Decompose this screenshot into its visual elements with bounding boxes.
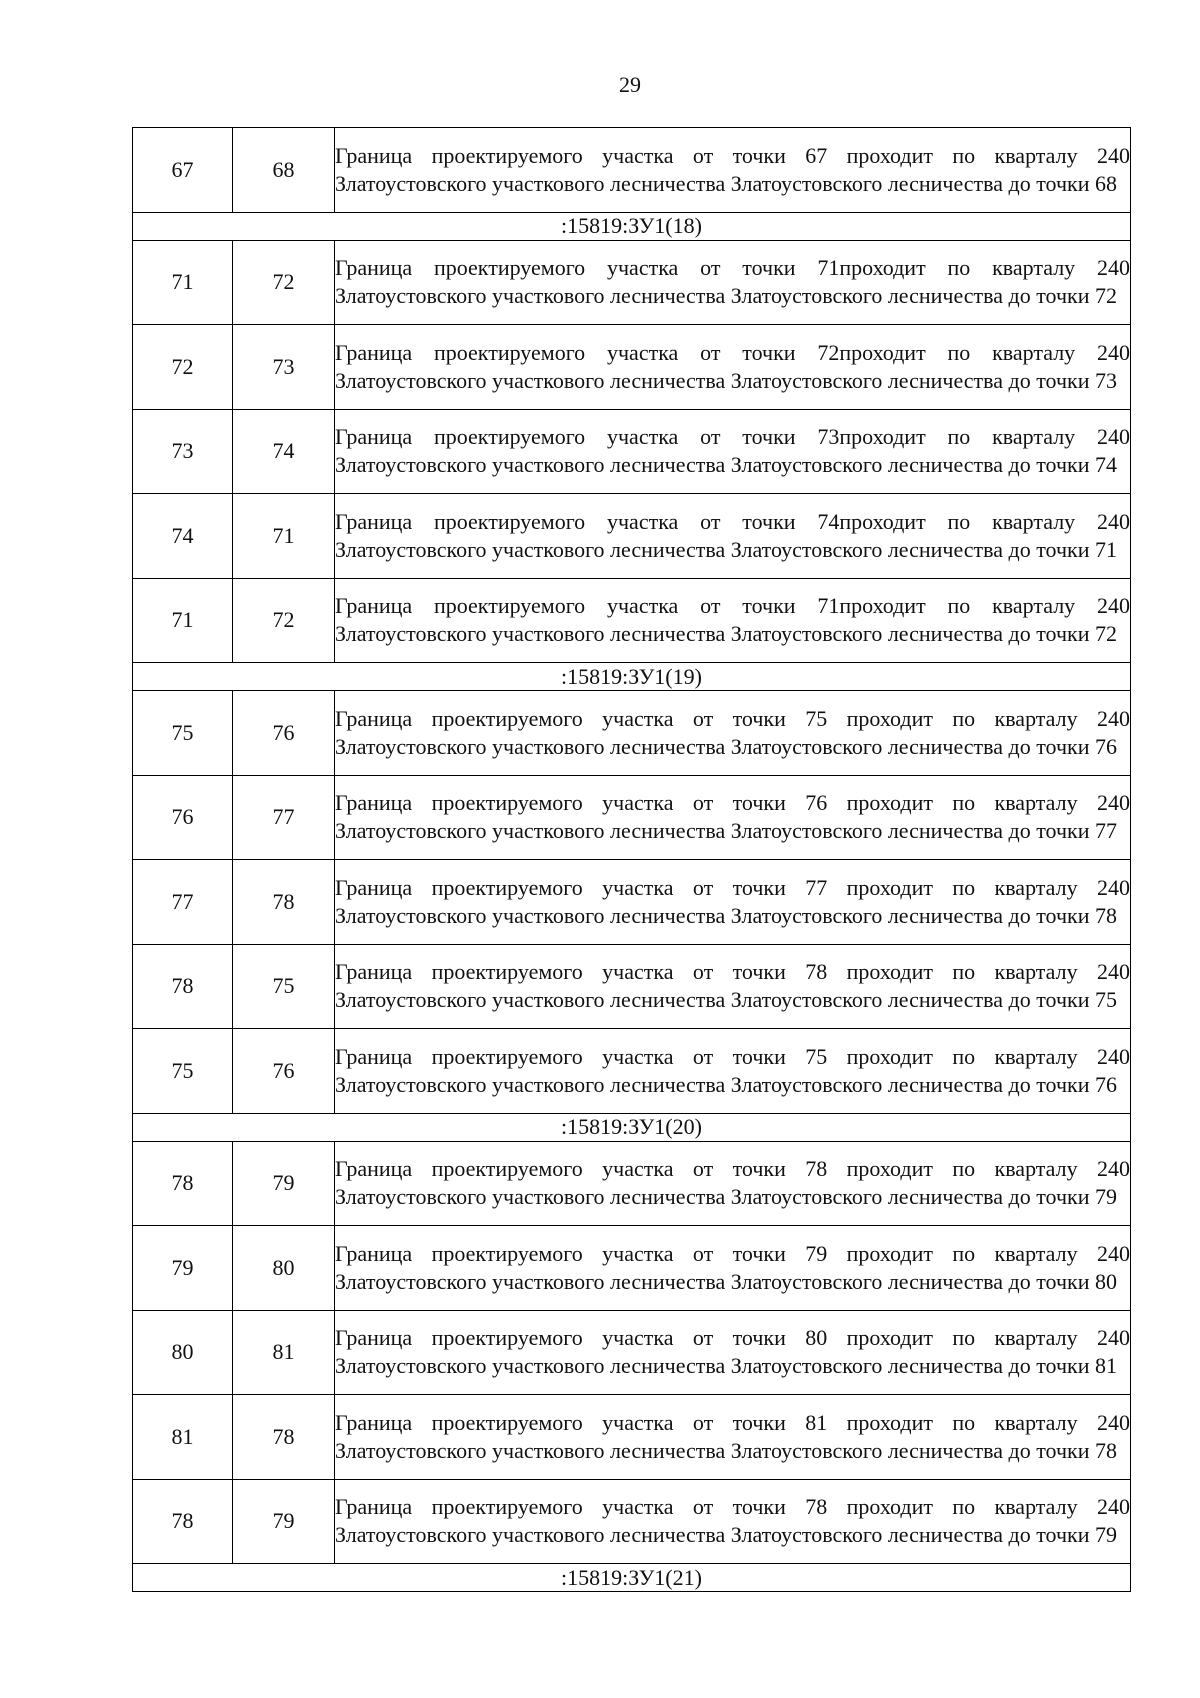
table-row [133, 1029, 1131, 1114]
section-label: :15819:ЗУ1(21) [133, 1564, 1131, 1592]
table-row [133, 1310, 1131, 1395]
from-point-cell: 71 [133, 240, 233, 325]
section-label: :15819:ЗУ1(20) [133, 1113, 1131, 1141]
description-cell: Граница проектируемого участка от точки 76 проходит по кварталу 240 Златоустовского участкового лесничества Златоустовского лесничества до точки 77 [335, 775, 1131, 860]
from-point-cell: 78 [133, 944, 233, 1029]
from-point-cell: 74 [133, 494, 233, 579]
to-point-cell: 80 [233, 1226, 335, 1311]
to-point-cell: 68 [233, 128, 335, 213]
table-row [133, 1226, 1131, 1311]
to-point-cell: 81 [233, 1310, 335, 1395]
table-row [133, 1395, 1131, 1480]
from-point-cell: 76 [133, 775, 233, 860]
from-point-cell: 77 [133, 860, 233, 945]
section-label: :15819:ЗУ1(19) [133, 663, 1131, 691]
table-row [133, 860, 1131, 945]
to-point-cell: 78 [233, 1395, 335, 1480]
from-point-cell: 79 [133, 1226, 233, 1311]
from-point-cell: 75 [133, 1029, 233, 1114]
section-row [133, 212, 1131, 240]
description-cell: Граница проектируемого участка от точки 67 проходит по кварталу 240 Златоустовского участкового лесничества Златоустовского лесничества до точки 68 [335, 128, 1131, 213]
description-cell: Граница проектируемого участка от точки 79 проходит по кварталу 240 Златоустовского участкового лесничества Златоустовского лесничества до точки 80 [335, 1226, 1131, 1311]
table-row [133, 1479, 1131, 1564]
from-point-cell: 78 [133, 1141, 233, 1226]
table-row [133, 409, 1131, 494]
to-point-cell: 79 [233, 1141, 335, 1226]
section-row [133, 663, 1131, 691]
to-point-cell: 75 [233, 944, 335, 1029]
to-point-cell: 79 [233, 1479, 335, 1564]
description-cell: Граница проектируемого участка от точки 73проходит по кварталу 240 Златоустовского участкового лесничества Златоустовского лесничества до точки 74 [335, 409, 1131, 494]
to-point-cell: 76 [233, 1029, 335, 1114]
section-row [133, 1564, 1131, 1592]
description-cell: Граница проектируемого участка от точки 75 проходит по кварталу 240 Златоустовского участкового лесничества Златоустовского лесничества до точки 76 [335, 1029, 1131, 1114]
description-cell: Граница проектируемого участка от точки 75 проходит по кварталу 240 Златоустовского участкового лесничества Златоустовского лесничества до точки 76 [335, 691, 1131, 776]
table-row [133, 1141, 1131, 1226]
description-cell: Граница проектируемого участка от точки 72проходит по кварталу 240 Златоустовского участкового лесничества Златоустовского лесничества до точки 73 [335, 325, 1131, 410]
to-point-cell: 74 [233, 409, 335, 494]
table-row [133, 240, 1131, 325]
table-row [133, 494, 1131, 579]
description-cell: Граница проектируемого участка от точки 71проходит по кварталу 240 Златоустовского участкового лесничества Златоустовского лесничества до точки 72 [335, 578, 1131, 663]
to-point-cell: 76 [233, 691, 335, 776]
description-cell: Граница проектируемого участка от точки 78 проходит по кварталу 240 Златоустовского участкового лесничества Златоустовского лесничества до точки 79 [335, 1141, 1131, 1226]
table-row [133, 944, 1131, 1029]
from-point-cell: 75 [133, 691, 233, 776]
table-row [133, 578, 1131, 663]
description-cell: Граница проектируемого участка от точки 78 проходит по кварталу 240 Златоустовского участкового лесничества Златоустовского лесничества до точки 75 [335, 944, 1131, 1029]
from-point-cell: 81 [133, 1395, 233, 1480]
description-cell: Граница проектируемого участка от точки 71проходит по кварталу 240 Златоустовского участкового лесничества Златоустовского лесничества до точки 72 [335, 240, 1131, 325]
from-point-cell: 71 [133, 578, 233, 663]
to-point-cell: 78 [233, 860, 335, 945]
boundary-table [132, 127, 1131, 1592]
from-point-cell: 73 [133, 409, 233, 494]
table-body [133, 128, 1131, 1592]
table-row [133, 128, 1131, 213]
from-point-cell: 78 [133, 1479, 233, 1564]
description-cell: Граница проектируемого участка от точки 80 проходит по кварталу 240 Златоустовского участкового лесничества Златоустовского лесничества до точки 81 [335, 1310, 1131, 1395]
to-point-cell: 71 [233, 494, 335, 579]
description-cell: Граница проектируемого участка от точки 78 проходит по кварталу 240 Златоустовского участкового лесничества Златоустовского лесничества до точки 79 [335, 1479, 1131, 1564]
description-cell: Граница проектируемого участка от точки 77 проходит по кварталу 240 Златоустовского участкового лесничества Златоустовского лесничества до точки 78 [335, 860, 1131, 945]
from-point-cell: 72 [133, 325, 233, 410]
description-cell: Граница проектируемого участка от точки 74проходит по кварталу 240 Златоустовского участкового лесничества Златоустовского лесничества до точки 71 [335, 494, 1131, 579]
to-point-cell: 72 [233, 578, 335, 663]
section-label: :15819:ЗУ1(18) [133, 212, 1131, 240]
description-cell: Граница проектируемого участка от точки 81 проходит по кварталу 240 Златоустовского участкового лесничества Златоустовского лесничества до точки 78 [335, 1395, 1131, 1480]
from-point-cell: 67 [133, 128, 233, 213]
table-row [133, 775, 1131, 860]
to-point-cell: 77 [233, 775, 335, 860]
to-point-cell: 73 [233, 325, 335, 410]
page-number: 29 [619, 72, 641, 97]
to-point-cell: 72 [233, 240, 335, 325]
section-row [133, 1113, 1131, 1141]
table-row [133, 691, 1131, 776]
table-row [133, 325, 1131, 410]
from-point-cell: 80 [133, 1310, 233, 1395]
